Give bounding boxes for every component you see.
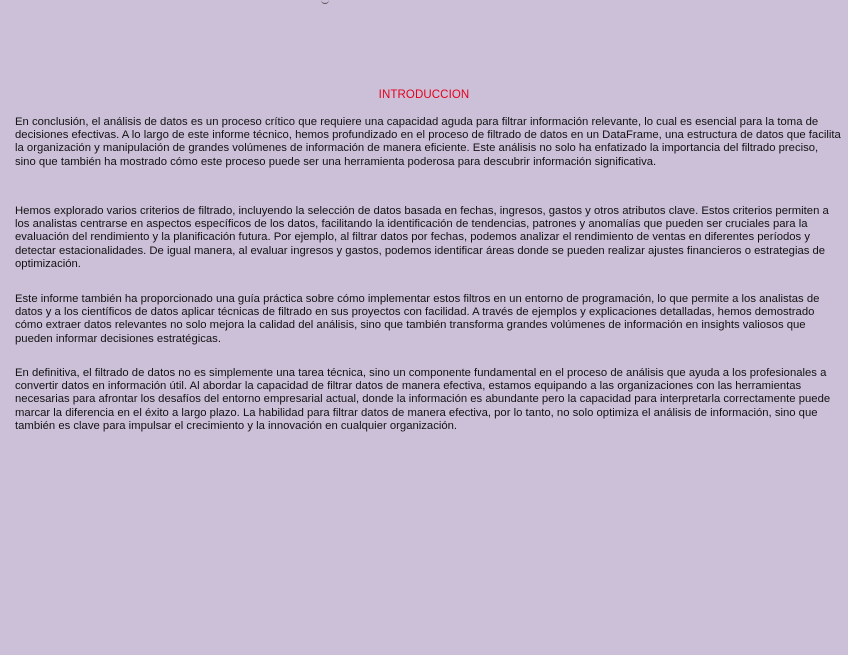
paragraph-1: En conclusión, el análisis de datos es un proceso crítico que requiere una capacidad aguda para filtrar información relevante, lo cual es esencial para la toma de decisiones efectivas. A lo largo de este informe técnico, hemos profundizado en el proceso de filtrado de datos en un DataFrame, una estructura de datos que facilita la organización y manipulación de grandes volúmenes de información de manera eficiente. Este análisis no solo ha enfatizado la importancia del filtrado preciso, sino que también ha mostrado cómo este proceso puede ser una herramienta poderosa para descubrir información significativa. xyxy=(15,116,841,168)
paragraph-4: En definitiva, el filtrado de datos no es simplemente una tarea técnica, sino un componente fundamental en el proceso de análisis que ayuda a los profesionales a convertir datos en información útil. Al abordar la capacidad de filtrar datos de manera efectiva, estamos equipando a las organizaciones con las herramientas necesarias para afrontar los desafíos del entorno empresarial actual, donde la información es abundante pero la capacidad para interpretarla correctamente puede marcar la diferencia en el éxito a largo plazo. La habilidad para filtrar datos de manera efectiva, por lo tanto, no solo optimiza el análisis de información, sino que también es clave para impulsar el crecimiento y la innovación en cualquier organización. xyxy=(15,367,831,432)
paragraph-3: Este informe también ha proporcionado una guía práctica sobre cómo implementar estos filtros en un entorno de programación, lo que permite a los analistas de datos y a los científicos de datos aplicar técnicas de filtrado en sus proyectos con facilidad. A través de ejemplos y explicaciones detalladas, hemos demostrado cómo extraer datos relevantes no solo mejora la calidad del análisis, sino que también transforma grandes volúmenes de información en insights valiosos que pueden informar decisiones estratégicas. xyxy=(15,293,820,345)
document-title: INTRODUCCION xyxy=(378,89,470,101)
paragraph-2: Hemos explorado varios criterios de filtrado, incluyendo la selección de datos basada en fechas, ingresos, gastos y otros atributos clave. Estos criterios permiten a los analistas centrarse en aspectos específicos de los datos, facilitando la identificación de tendencias, patrones y anomalías que pueden ser cruciales para la evaluación del rendimiento y la planificación futura. Por ejemplo, al filtrar datos por fechas, podemos analizar el rendimiento de ventas en diferentes períodos y detectar estacionalidades. De igual manera, al evaluar ingresos y gastos, podemos identificar áreas donde se pueden realizar ajustes financieros o estrategias de optimización. xyxy=(15,205,829,270)
page-top-mark xyxy=(321,0,329,4)
